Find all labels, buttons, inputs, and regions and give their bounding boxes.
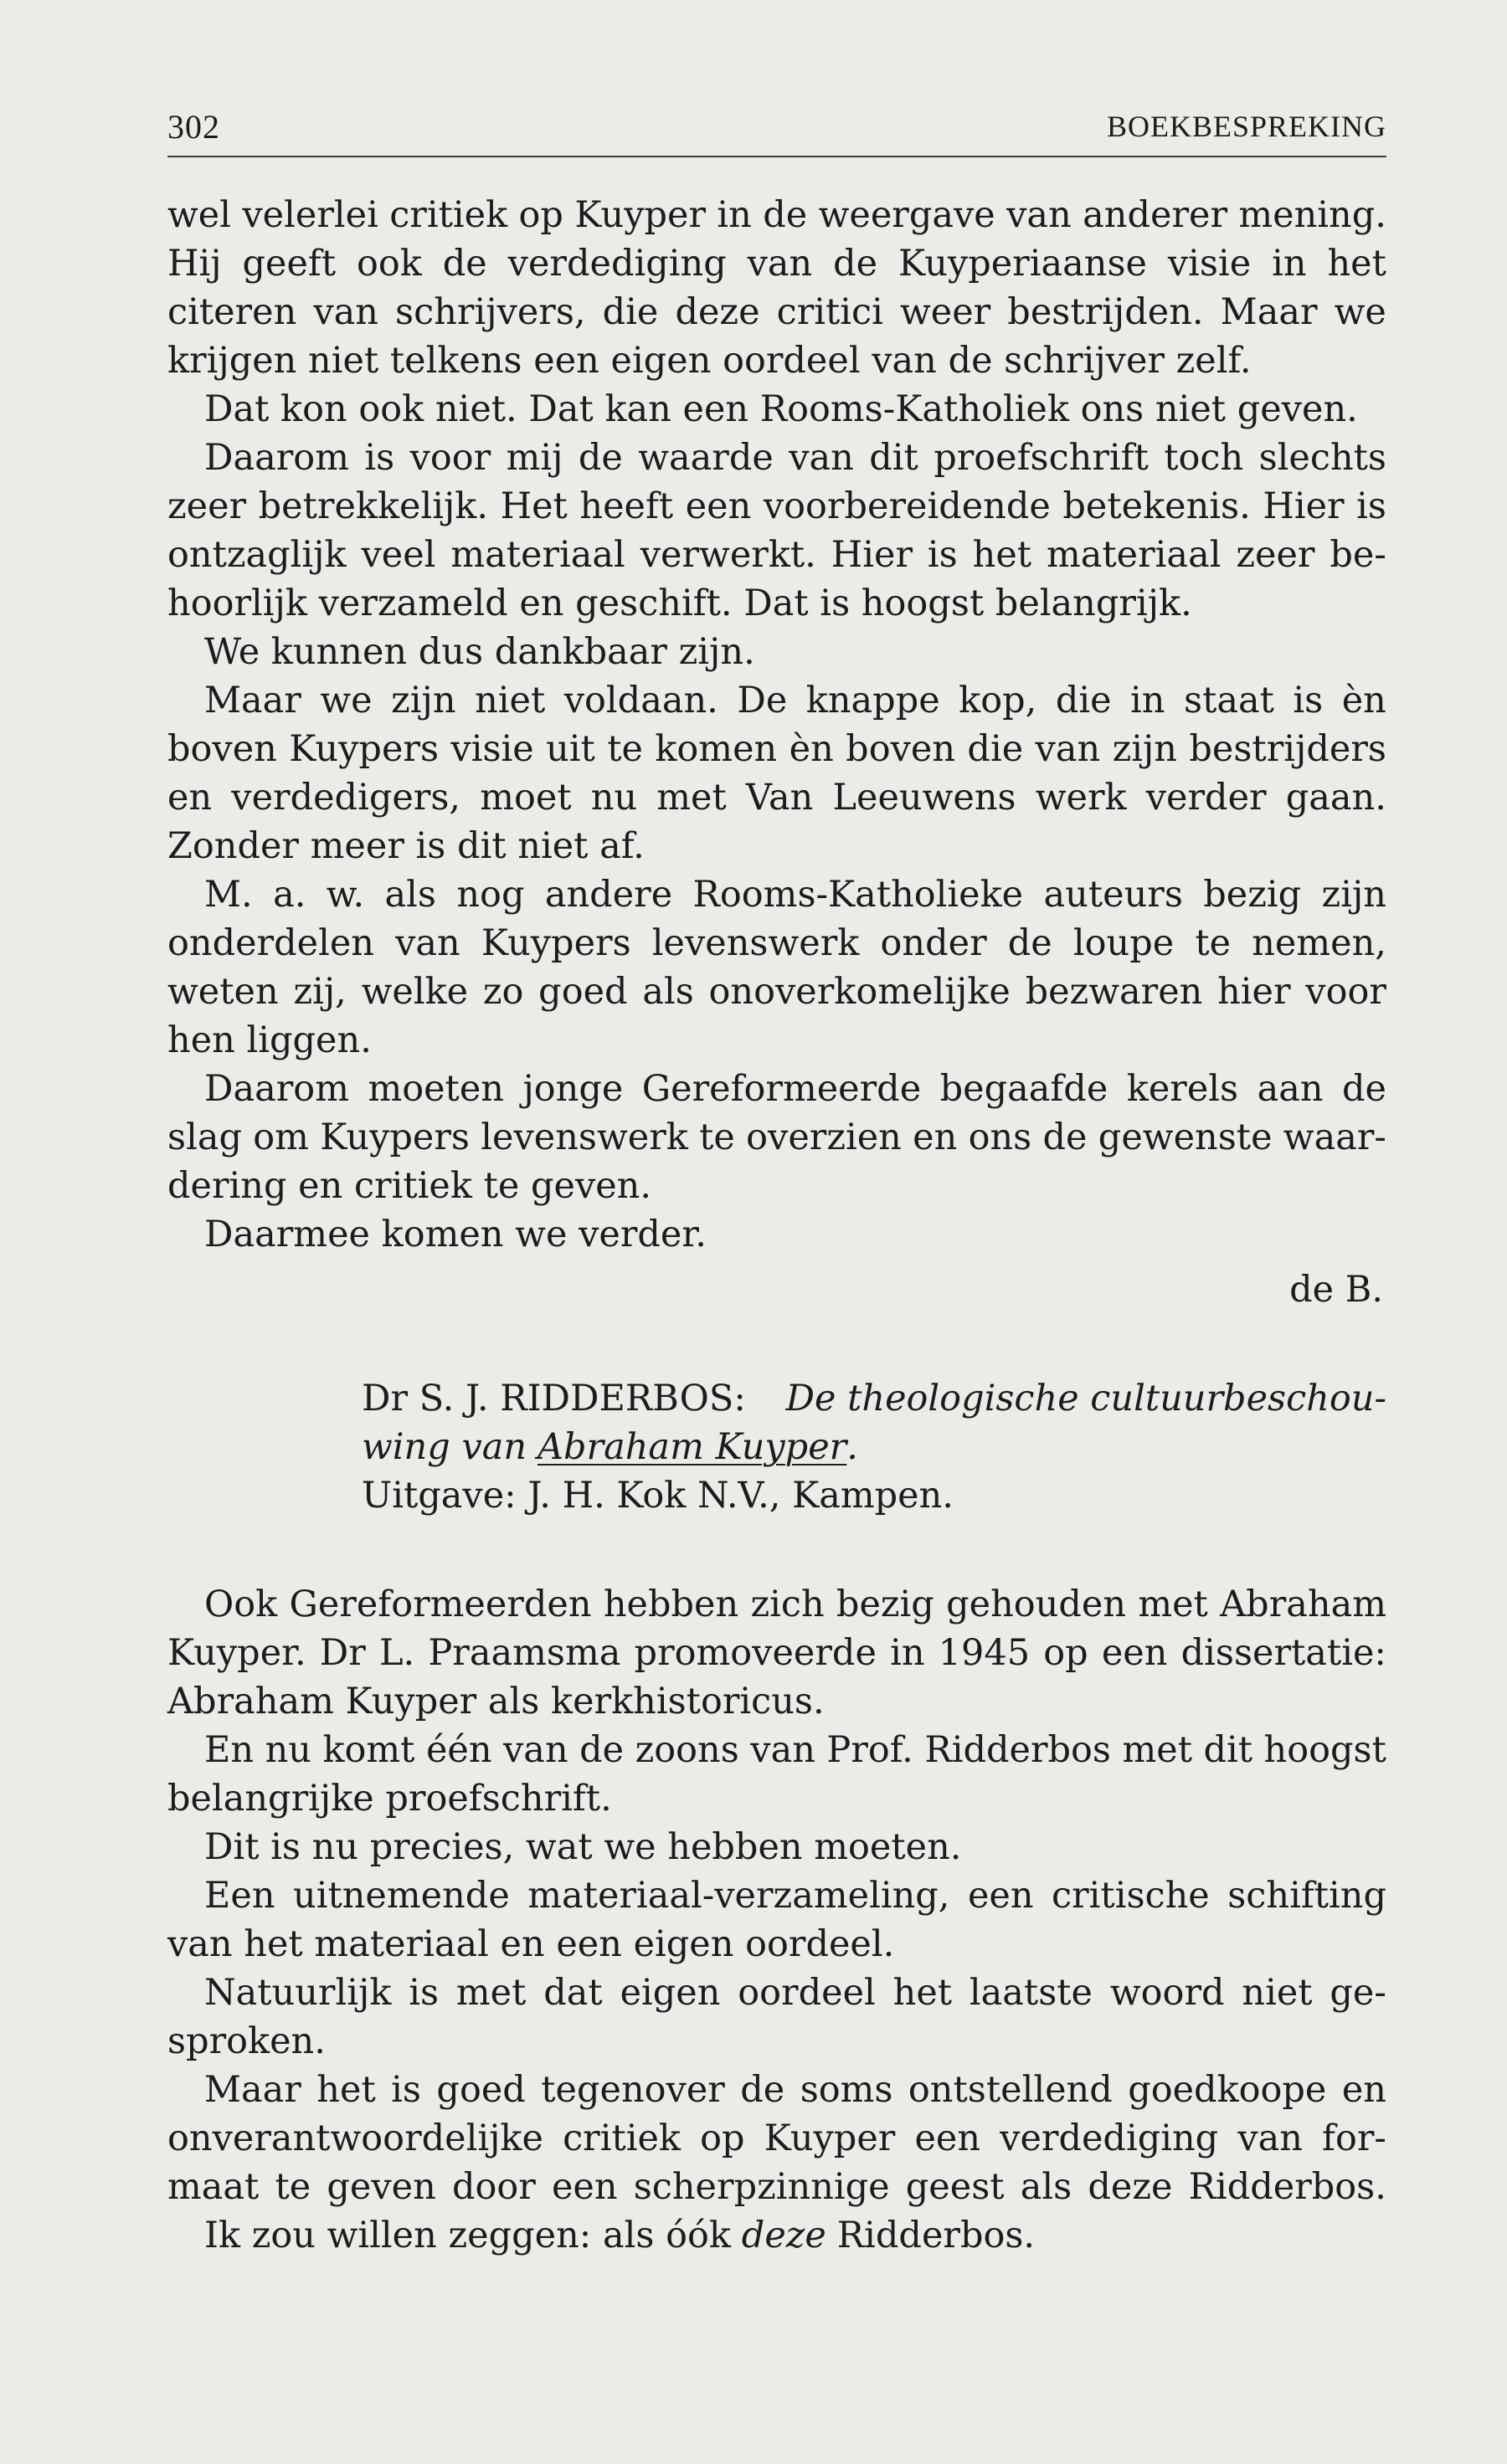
text-line: wel velerlei critiek op Kuyper in de weergave van anderer mening. <box>167 194 1386 236</box>
text-line: citeren van schrijvers, die deze critici weer bestrijden. Maar we <box>167 291 1386 333</box>
text-line: Ook Gereformeerden hebben zich bezig gehouden met Abraham <box>204 1584 1386 1625</box>
text-line: En nu komt één van de zoons van Prof. Ridderbos met dit hoogst <box>204 1729 1386 1771</box>
text-line: sproken. <box>167 2020 326 2062</box>
text-line: Daarom moeten jonge Gereformeerde begaafde kerels aan de <box>204 1068 1386 1110</box>
text-line: slag om Kuypers levenswerk te overzien en ons de gewenste waar- <box>167 1116 1386 1158</box>
page-number: 302 <box>167 108 220 146</box>
text-line: onderdelen van Kuypers levenswerk onder de loupe te nemen, <box>167 922 1386 964</box>
review-heading-line-3 <box>362 1471 1386 1520</box>
review-heading-line-1 <box>362 1374 1386 1423</box>
text-line: Maar het is goed tegenover de soms ontstellend goedkoope en <box>204 2069 1386 2111</box>
page-body <box>167 191 1386 2260</box>
book-title-part-1: De theologische cultuurbeschou- <box>785 1378 1386 1419</box>
text-line: Dat kon ook niet. Dat kan een Rooms-Katholiek ons niet geven. <box>204 388 1358 430</box>
text-line: Abraham Kuyper als kerkhistoricus. <box>167 1681 825 1722</box>
book-author: Dr S. J. RIDDERBOS: <box>362 1378 746 1419</box>
text-line: Daarom is voor mij de waarde van dit proefschrift toch slechts <box>204 437 1386 479</box>
text-line: We kunnen dus dankbaar zijn. <box>204 631 755 673</box>
reviewer-signature: de B. <box>1289 1269 1383 1311</box>
text-line: zeer betrekkelijk. Het heeft een voorbereidende betekenis. Hier is <box>167 485 1386 527</box>
text-line: hoorlijk verzameld en geschift. Dat is hoogst belangrijk. <box>167 583 1192 624</box>
text-line: en verdedigers, moet nu met Van Leeuwens werk verder gaan. <box>167 777 1386 819</box>
text-line: weten zij, welke zo goed als onoverkomelijke bezwaren hier voor <box>167 971 1386 1013</box>
text-line: Daarmee komen we verder. <box>204 1214 707 1255</box>
review-heading-line-2 <box>362 1423 1386 1471</box>
review-continuation <box>167 191 1386 1259</box>
text-line: onverantwoordelijke critiek op Kuyper een verdediging van for- <box>167 2118 1386 2159</box>
page-header <box>167 99 1386 157</box>
text-line: Dit is nu precies, wat we hebben moeten. <box>204 1826 962 1868</box>
closing-line <box>167 2211 1386 2260</box>
text-line: Een uitnemende materiaal-verzameling, een critische schifting <box>204 1875 1386 1917</box>
text-line: maat te geven door een scherpzinnige geest als deze Ridderbos. <box>167 2166 1386 2208</box>
text-line: Zonder meer is dit niet af. <box>167 825 645 867</box>
text-line: M. a. w. als nog andere Rooms-Katholieke auteurs bezig zijn <box>204 874 1386 916</box>
book-publisher: Uitgave: J. H. Kok N.V., Kampen. <box>362 1475 954 1517</box>
text-line: ontzaglijk veel materiaal verwerkt. Hier is het materiaal zeer be- <box>167 534 1386 576</box>
running-head: BOEKBESPREKING <box>1106 110 1386 143</box>
closing-line-end: Ridderbos. <box>836 2215 1036 2256</box>
text-line: belangrijke proefschrift. <box>167 1778 612 1820</box>
book-title-part-2: wing van <box>362 1426 527 1468</box>
book-title-subject: Abraham Kuyper <box>537 1426 847 1468</box>
book-title-period: . <box>846 1426 858 1468</box>
text-line: dering en critiek te geven. <box>167 1165 652 1207</box>
review-body <box>167 1580 1386 2211</box>
review-heading <box>167 1374 1386 1520</box>
closing-line-emphasis: deze <box>741 2215 826 2256</box>
text-line: krijgen niet telkens een eigen oordeel van de schrijver zelf. <box>167 340 1252 382</box>
text-line: hen liggen. <box>167 1019 372 1061</box>
closing-line-start: Ik zou willen zeggen: als óók <box>204 2215 731 2256</box>
text-line: Natuurlijk is met dat eigen oordeel het laatste woord niet ge- <box>204 1972 1386 2014</box>
text-line: Hij geeft ook de verdediging van de Kuyperiaanse visie in het <box>167 243 1386 285</box>
text-line: Kuyper. Dr L. Praamsma promoveerde in 1945 op een dissertatie: <box>167 1632 1386 1674</box>
text-line: Maar we zijn niet voldaan. De knappe kop, die in staat is èn <box>204 680 1386 721</box>
text-line: boven Kuypers visie uit te komen èn boven die van zijn bestrijders <box>167 728 1386 770</box>
text-line: van het materiaal en een eigen oordeel. <box>167 1923 895 1965</box>
